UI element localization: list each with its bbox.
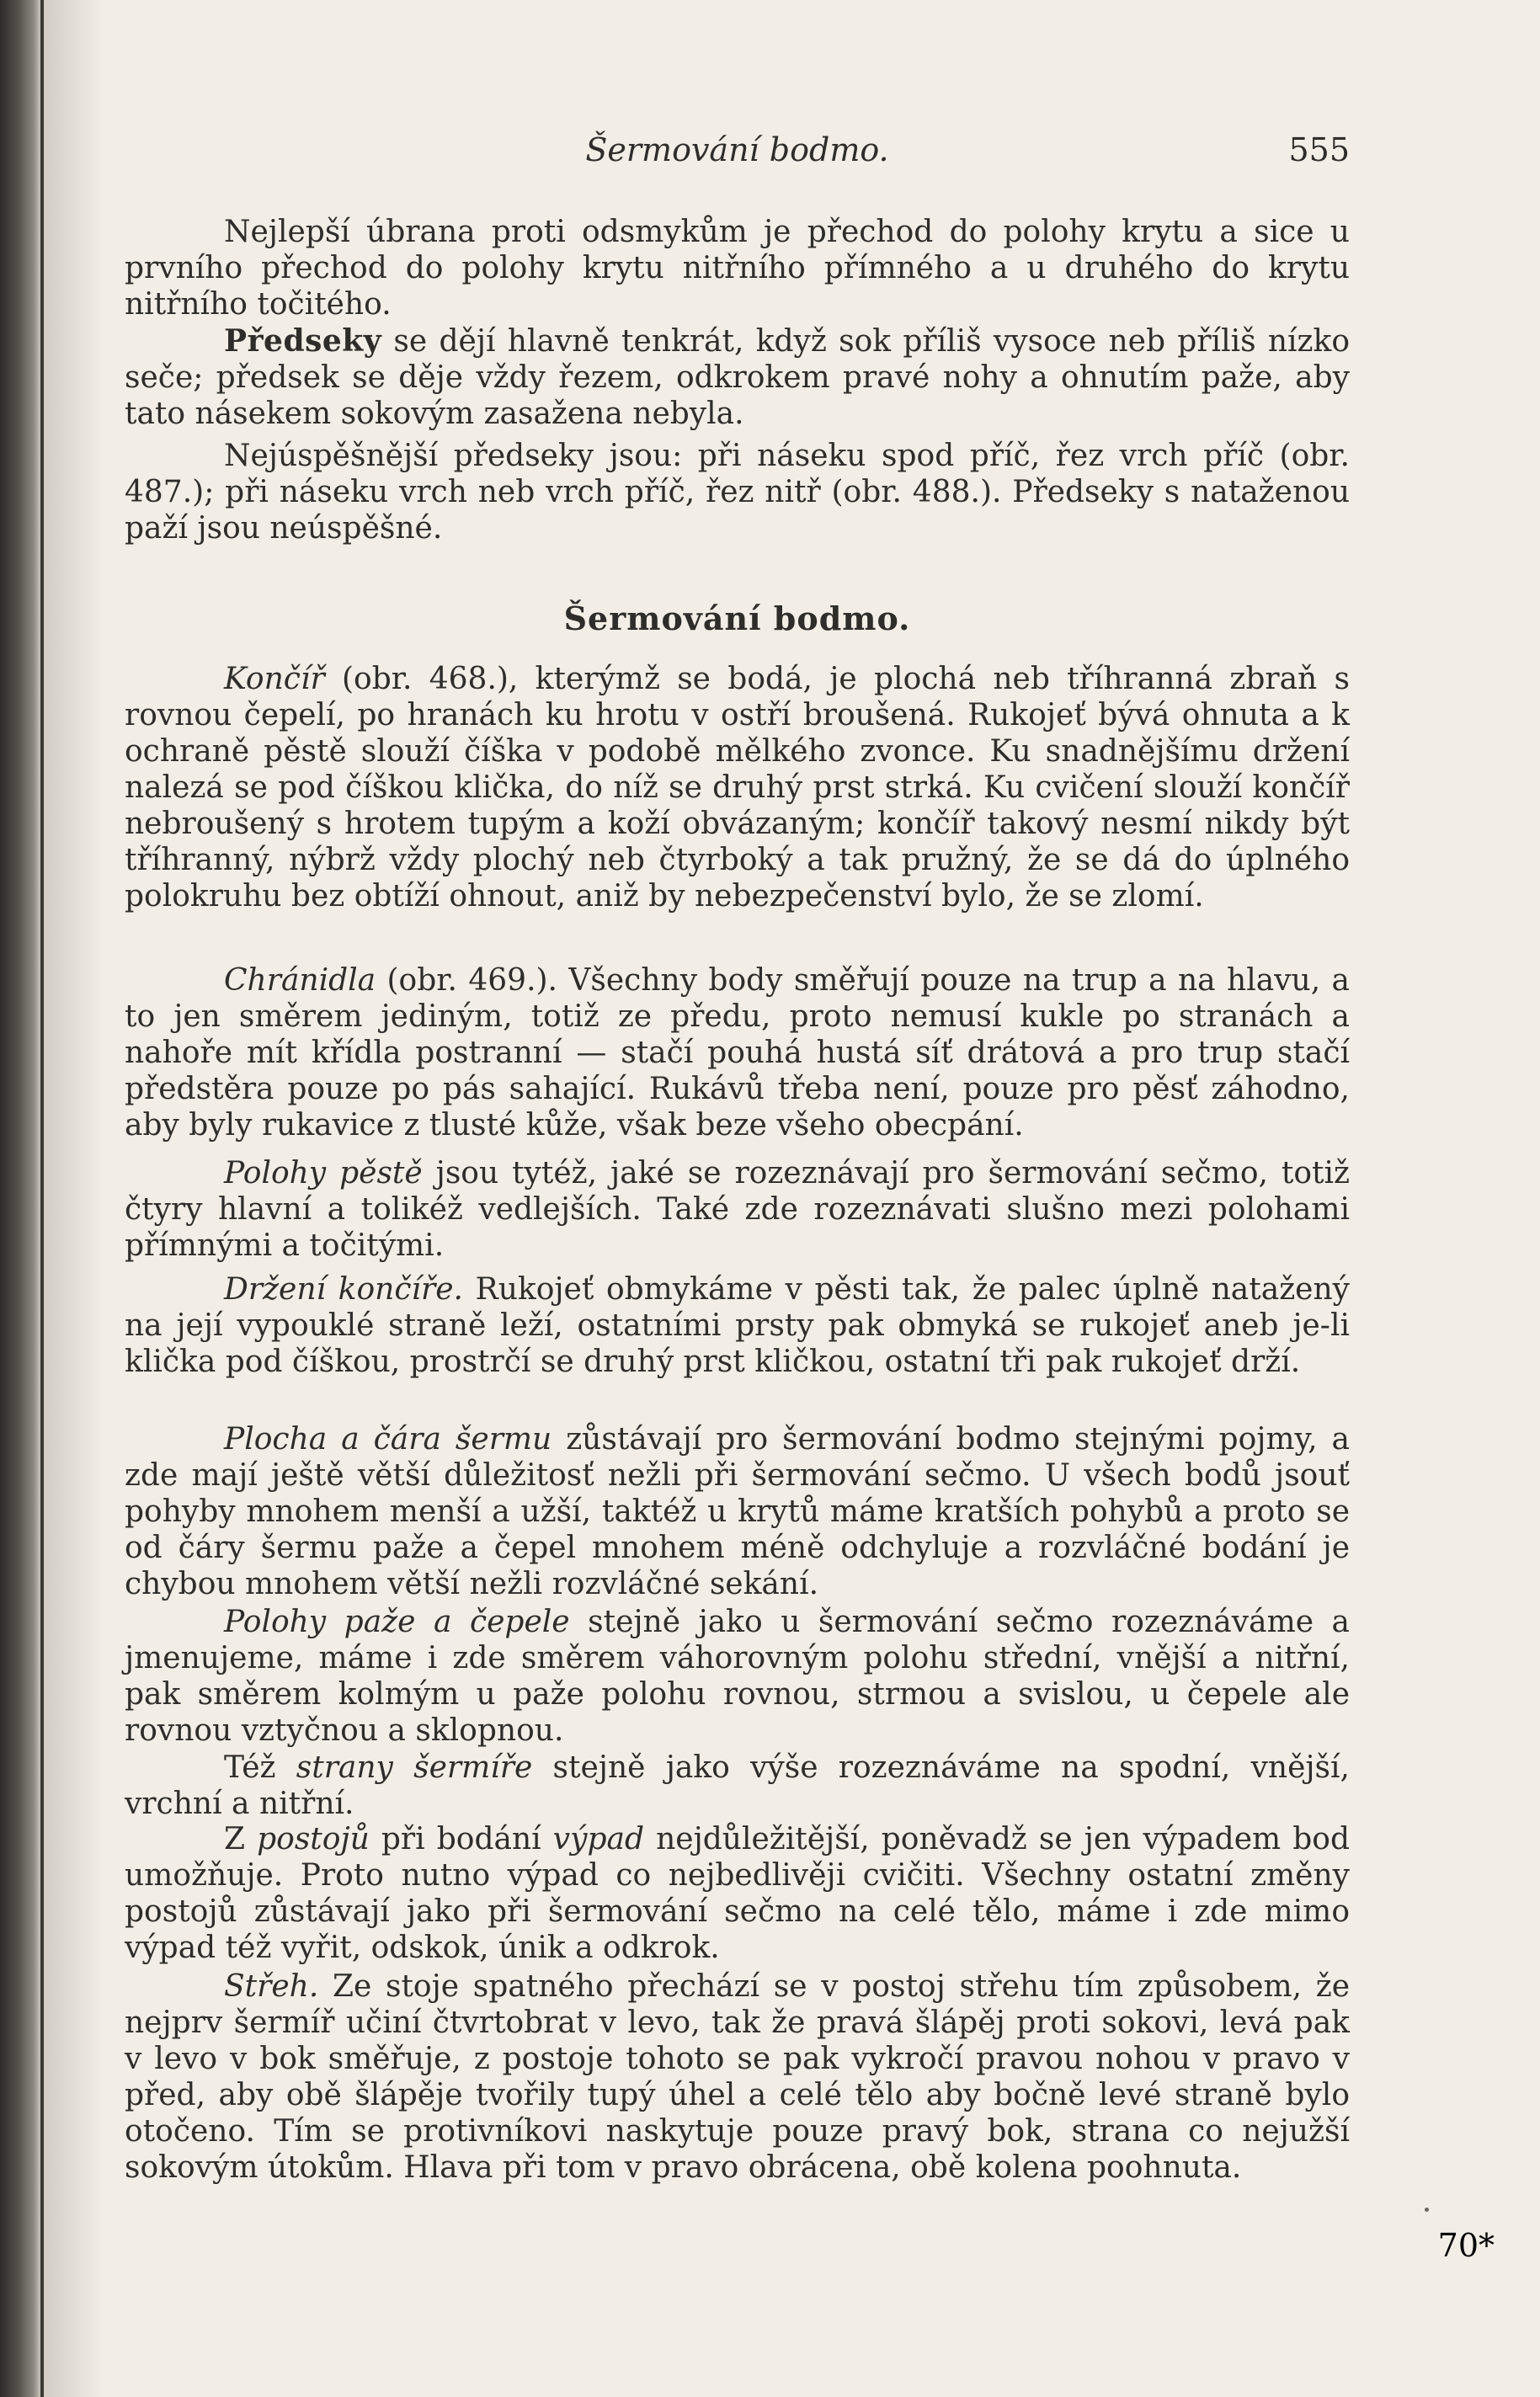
paragraph bbox=[125, 1604, 1350, 1749]
text-run: Ze stoje spatného přechází se v postoj střehu tím způsobem, že nejprv šermíř učiní čtvrtobrat v levo, tak že pravá šlápěj proti sokovi, levá pak v levo v bok směřuje, z postoje tohoto se pak vykročí pravou nohou v pravo v před, aby obě šlápěje tvořily tupý úhel a celé tělo aby bočně levé straně bylo otočeno. Tím se protivníkovi naskytuje pouze pravý bok, strana co nejužší sokovým útokům. Hlava při tom v pravo obrácena, obě kolena poohnuta. bbox=[125, 1969, 1350, 2185]
paragraph bbox=[125, 1968, 1350, 2186]
italic-term: strany šermíře bbox=[296, 1750, 533, 1785]
italic-term: Plocha a čára šermu bbox=[224, 1422, 552, 1457]
paragraph bbox=[125, 1421, 1350, 1602]
paragraph bbox=[125, 1271, 1350, 1380]
text-run: při bodání bbox=[369, 1822, 553, 1856]
text-run: Nejúspěšnější předseky jsou: při náseku spod příč, řez vrch příč (obr. 487.); při náseku vrch neb vrch příč, řez nitř (obr. 488.). Předseky s nataženou paží jsou neúspěšné. bbox=[125, 439, 1350, 546]
text-run: nejdůležitější, poněvadž se jen výpadem bod umožňuje. Proto nutno výpad co nejbedlivěji cvičiti. Všechny ostatní změny postojů zůstávají jako při šermování sečmo na celé tělo, máme i zde mimo výpad též vyřit, odskok, únik a odkrok. bbox=[125, 1822, 1350, 1965]
text-run: zůstávají pro šermování bodmo stejnými pojmy, a zde mají ještě větší důležitosť nežli při šermování sečmo. U všech bodů jsouť pohyby mnohem menší a užší, taktéž u krytů máme kratších pohybů a proto se od čáry šermu paže a čepel mnohem méně odchyluje a rozvláčné bodání je chybou mnohem větší nežli rozvláčné sekání. bbox=[125, 1422, 1350, 1601]
italic-term: Polohy pěstě bbox=[224, 1156, 423, 1191]
text-run: stejně jako výše rozeznáváme na spodní, vnější, vrchní a nitřní. bbox=[125, 1750, 1350, 1821]
italic-term: výpad bbox=[552, 1822, 644, 1856]
paragraph bbox=[125, 1750, 1350, 1822]
text-run: Z bbox=[224, 1822, 258, 1856]
text-run: se dějí hlavně tenkrát, když sok příliš vysoce neb příliš nízko seče; předsek se děje vždy řezem, odkrokem pravé nohy a ohnutím paže, aby tato násekem sokovým zasažena nebyla. bbox=[125, 324, 1350, 431]
text-run: (obr. 469.). Všechny body směřují pouze na trup a na hlavu, a to jen směrem jediným, totiž ze předu, proto nemusí kukle po stranách a nahoře mít křídla postranní — stačí pouhá hustá síť drátová a pro trup stačí předstěra pouze po pás sahající. Rukávů třeba není, pouze pro pěsť záhodno, aby byly rukavice z tlusté kůže, však beze všeho obecpání. bbox=[125, 963, 1350, 1143]
paragraph bbox=[125, 214, 1350, 322]
italic-term: postojů bbox=[257, 1822, 370, 1856]
italic-term: Polohy paže a čepele bbox=[224, 1605, 570, 1639]
italic-term: Končíř bbox=[224, 662, 325, 696]
page-number: 555 bbox=[1288, 131, 1350, 168]
paragraph bbox=[125, 323, 1350, 432]
running-title: Šermování bodmo. bbox=[585, 131, 889, 168]
signature-mark: 70* bbox=[1437, 2227, 1495, 2264]
gutter-shadow bbox=[44, 0, 103, 2397]
paragraph bbox=[125, 962, 1350, 1143]
italic-term: Chránidla bbox=[224, 963, 376, 998]
bold-term: Předseky bbox=[224, 323, 382, 359]
text-run: Též bbox=[224, 1750, 296, 1785]
paragraph bbox=[125, 661, 1350, 914]
text-run: Rukojeť obmykáme v pěsti tak, že palec úplně natažený na její vypouklé straně leží, ostatními prsty pak obmyká se rukojeť aneb je-li klička pod číškou, prostrčí se druhý prst kličkou, ostatní tři pak rukojeť drží. bbox=[125, 1272, 1350, 1379]
paragraph bbox=[125, 1821, 1350, 1966]
paragraph bbox=[125, 438, 1350, 546]
paragraph bbox=[125, 1155, 1350, 1264]
section-heading: Šermování bodmo. bbox=[563, 599, 911, 637]
italic-term: Držení končíře. bbox=[224, 1272, 463, 1307]
text-run: stejně jako u šermování sečmo rozeznáváme a jmenujeme, máme i zde směrem váhorovným polohu střední, vnější a nitřní, pak směrem kolmým u paže polohu rovnou, strmou a svislou, u čepele ale rovnou vztyčnou a sklopnou. bbox=[125, 1605, 1351, 1748]
page-gutter bbox=[0, 0, 42, 2397]
text-run: jsou tytéž, jaké se rozeznávají pro šermování sečmo, totiž čtyry hlavní a tolikéž vedlejších. Také zde rozeznávati slušno mezi polohami přímnými a točitými. bbox=[125, 1156, 1350, 1263]
paper-speck bbox=[1425, 2208, 1429, 2212]
running-head bbox=[125, 131, 1350, 173]
text-run: Nejlepší úbrana proti odsmykům je přechod do polohy krytu a sice u prvního přechod do polohy krytu nitřního přímného a u druhého do krytu nitřního točitého. bbox=[125, 215, 1350, 322]
italic-term: Střeh. bbox=[224, 1969, 319, 2004]
text-run: (obr. 468.), kterýmž se bodá, je plochá neb tříhranná zbraň s rovnou čepelí, po hranách ku hrotu v ostří broušená. Rukojeť bývá ohnuta a k ochraně pěstě slouží číška v podobě mělkého zvonce. Ku snadnějšímu držení nalezá se pod číškou klička, do níž se druhý prst strká. Ku cvičení slouží končíř nebroušený s hrotem tupým a koží obvázaným; končíř takový nesmí nikdy být tříhranný, nýbrž vždy plochý neb čtyrboký a tak pružný, že se dá do úplného polokruhu bez obtíží ohnout, aniž by nebezpečenství bylo, že se zlomí. bbox=[125, 662, 1350, 914]
